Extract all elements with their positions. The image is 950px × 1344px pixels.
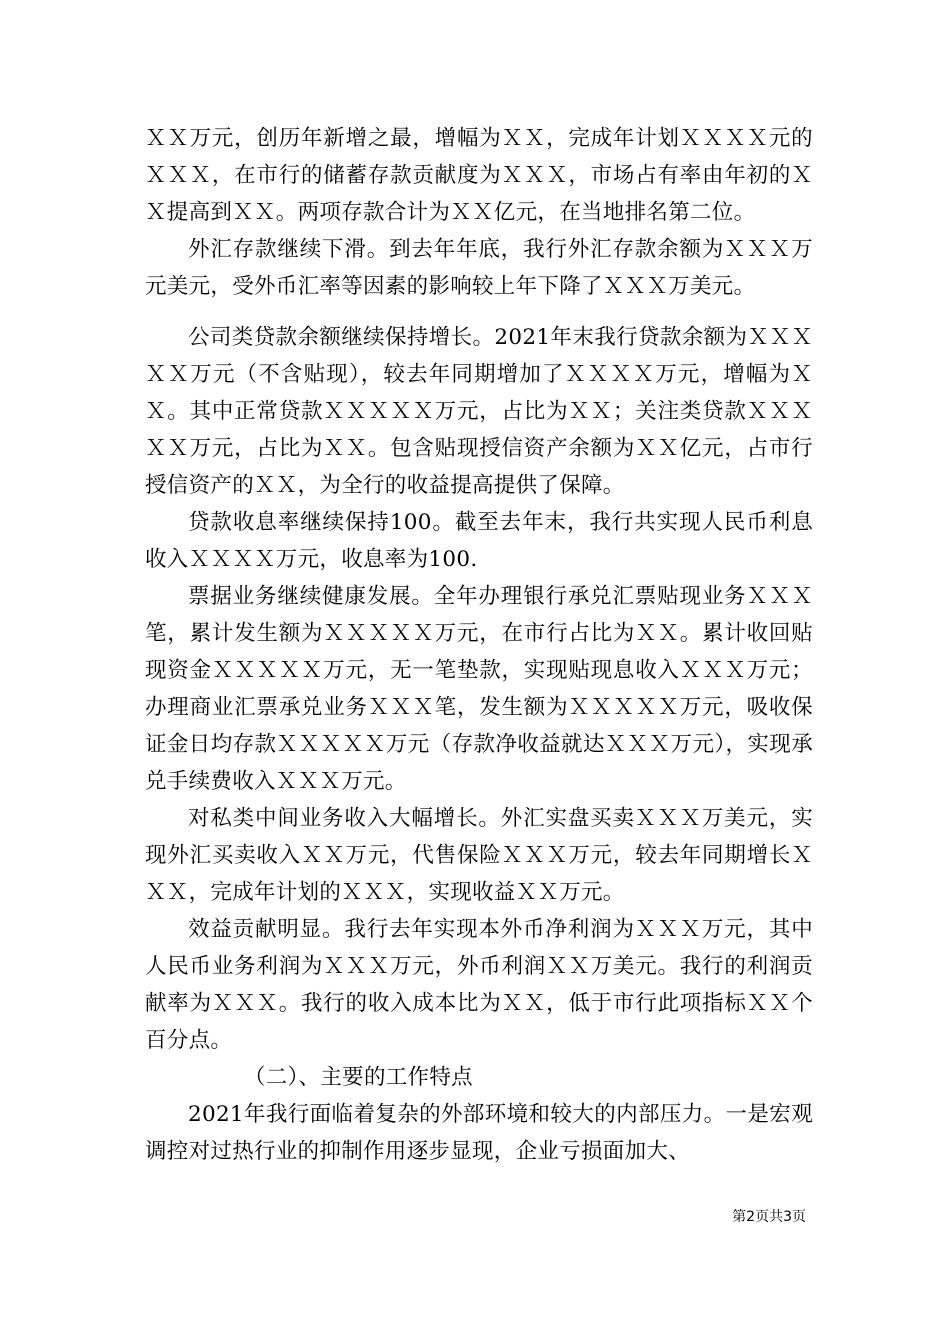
paragraph-savings-continued: ＸＸ万元，创历年新增之最，增幅为ＸＸ，完成年计划ＸＸＸＸ元的ＸＸＸ，在市行的储蓄存款贡献度为ＸＸＸ，市场占有率由年初的ＸＸ提高到ＸＸ。两项存款合计为ＸＸ亿元，在当地排名第二位。 bbox=[145, 126, 813, 225]
paragraph-bill-business: 票据业务继续健康发展。全年办理银行承兑汇票贴现业务ＸＸＸ笔，累计发生额为ＸＸＸＸＸ万元，在市行占比为ＸＸ。累计收回贴现资金ＸＸＸＸＸ万元，无一笔垫款，实现贴现息收入ＸＸＸ万元；办理商业汇票承兑业务ＸＸＸ笔，发生额为ＸＸＸＸＸ万元，吸收保证金日均存款ＸＸＸＸＸ万元（存款净收益就达ＸＸＸ万元），实现承兑手续费收入ＸＸＸ万元。 bbox=[145, 584, 813, 794]
paragraph-environment-pressure: 2021年我行面临着复杂的外部环境和较大的内部压力。一是宏观调控对过热行业的抑制作用逐步显现，企业亏损面加大、 bbox=[145, 1102, 813, 1164]
section-heading-work-features: （二）、主要的工作特点 bbox=[243, 1065, 473, 1090]
paragraph-personal-intermediary: 对私类中间业务收入大幅增长。外汇实盘买卖ＸＸＸ万美元，实现外汇买卖收入ＸＸ万元，代售保险ＸＸＸ万元，较去年同期增长ＸＸＸ，完成年计划的ＸＸＸ，实现收益ＸＸ万元。 bbox=[145, 806, 813, 905]
paragraph-interest-collection: 贷款收息率继续保持100。截至去年末，我行共实现人民币利息收入ＸＸＸＸ万元，收息率为100. bbox=[145, 510, 813, 572]
document-body bbox=[145, 120, 813, 1170]
paragraph-forex-deposits: 外汇存款继续下滑。到去年年底，我行外汇存款余额为ＸＸＸ万元美元，受外币汇率等因素的影响较上年下降了ＸＸＸ万美元。 bbox=[145, 237, 813, 299]
page-number-footer: 第2页共3页 bbox=[732, 1209, 806, 1225]
paragraph-corporate-loans: 公司类贷款余额继续保持增长。2021年末我行贷款余额为ＸＸＸＸＸ万元（不含贴现），较去年同期增加了ＸＸＸＸ万元，增幅为ＸＸ。其中正常贷款ＸＸＸＸＸ万元，占比为ＸＸ；关注类贷款ＸＸＸＸＸ万元，占比为ＸＸ。包含贴现授信资产余额为ＸＸ亿元，占市行授信资产的ＸＸ，为全行的收益提高提供了保障。 bbox=[145, 325, 813, 498]
paragraph-profit-contribution: 效益贡献明显。我行去年实现本外币净利润为ＸＸＸ万元，其中人民币业务利润为ＸＸＸ万元，外币利润ＸＸ万美元。我行的利润贡献率为ＸＸＸ。我行的收入成本比为ＸＸ，低于市行此项指标ＸＸ个百分点。 bbox=[145, 917, 813, 1053]
